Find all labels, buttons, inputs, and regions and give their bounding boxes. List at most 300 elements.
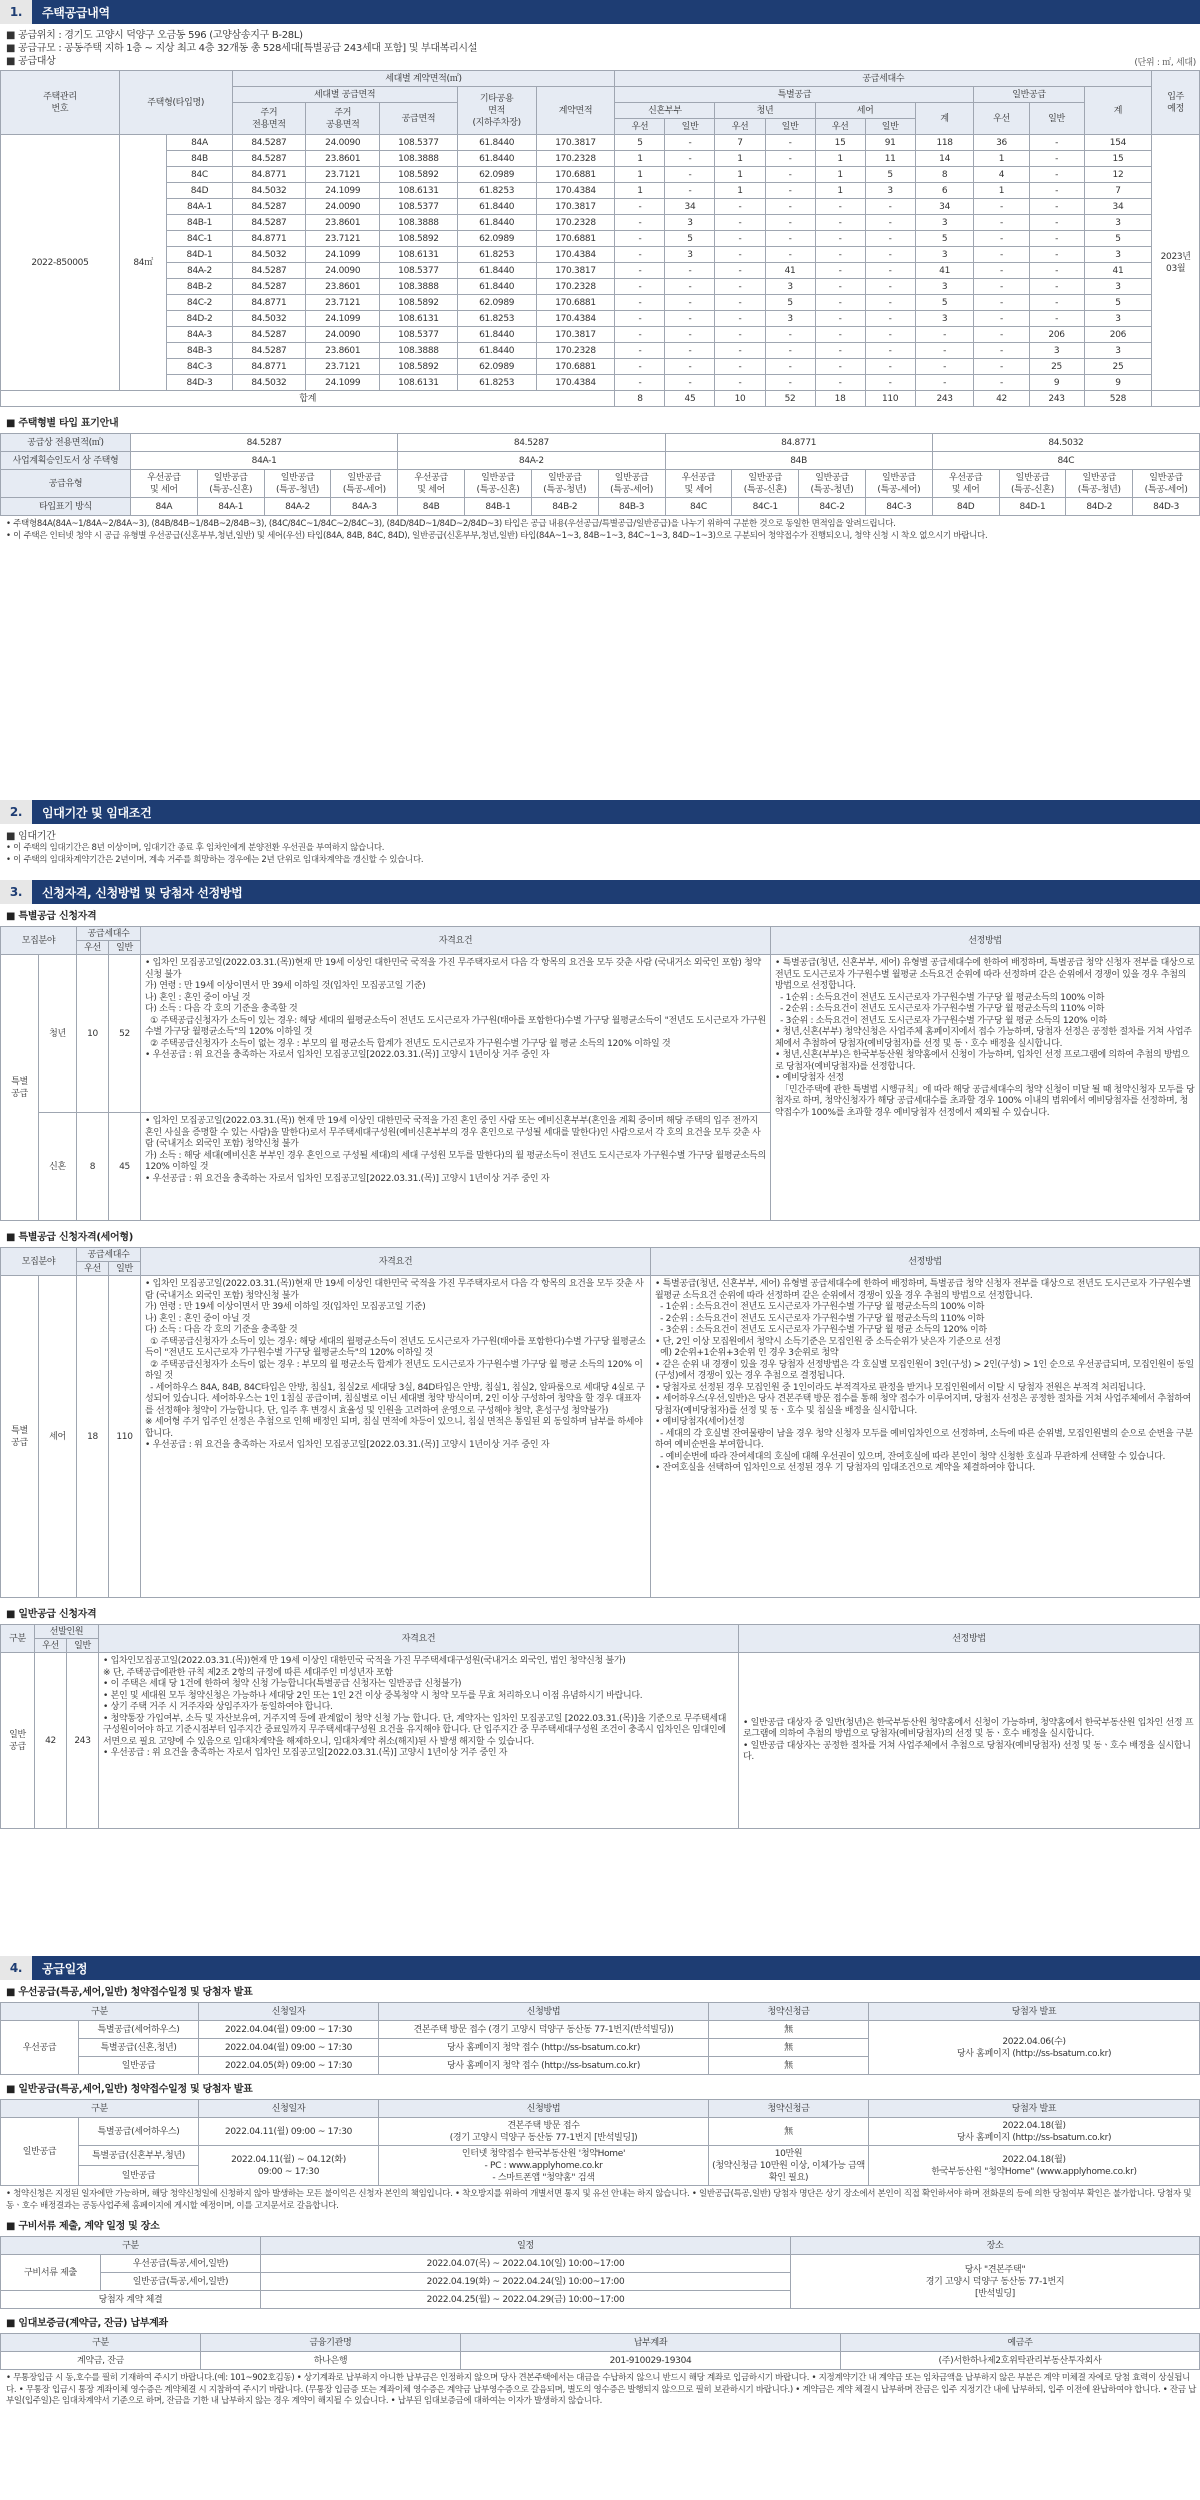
table-cell: -: [665, 135, 715, 151]
code-cell: 84C-2: [799, 498, 866, 516]
table-cell: -: [815, 215, 865, 231]
area-cell: 84.5287: [398, 434, 665, 452]
unit-note: (단위 : ㎡, 세대): [1134, 58, 1196, 68]
sched1-title: ■ 우선공급(특공,세어,일반) 청약접수일정 및 당첨자 발표: [6, 1987, 253, 1998]
table-cell: 36: [974, 135, 1029, 151]
section-number: 2.: [0, 800, 32, 824]
table-cell: -: [665, 263, 715, 279]
text-line: • 청년,신혼(부부)은 한국부동산원 청약홈에서 신청이 가능하며, 입차인 선정 프로그램에 의하여 추첨의 방법으로 당첨자(예비당첨자)를 선정합니다.: [775, 1050, 1190, 1072]
doc-place: 당사 "견본주택" 경기 고양시 덕양구 동산동 77-1번지 [반석빌딩]: [791, 2255, 1200, 2309]
table-cell: 3: [915, 247, 974, 263]
table-cell: 24.0090: [306, 327, 380, 343]
col-req: 자격요건: [99, 1625, 739, 1653]
col-gen-general: 일반: [1029, 103, 1084, 135]
col-fee: 청약신청금: [709, 2100, 869, 2118]
sched-method: 당사 홈페이지 청약 접수 (http://ss-bsatum.co.kr): [379, 2039, 709, 2057]
table-cell: 62.0989: [457, 295, 536, 311]
type-note: • 주택형84A(84A~1/84A~2/84A~3), (84B/84B~1/84B~2/84B~3), (84C/84C~1/84C~2/84C~3), (84D/84D~1/84D~2/84D~3) 타입은 공급 내용(우선공급/특별공급/일반공급)을 나누기 위하여 구분한 것으로 동일한 면적임을 알려드립니다.: [6, 519, 896, 529]
total-cell: 8: [615, 391, 665, 407]
table-cell: -: [715, 359, 765, 375]
table-cell: 15: [1084, 151, 1152, 167]
text-line: • 같은 순위 내 경쟁이 있을 경우 당첨자 선정방법은 각 호실별 모집인원이 3인(구성) > 2인(구성) > 1인 순으로 우선공급되며, 모집인원이 동일(구성)에서 경쟁이 있는 경우 추첨으로 결정됩니다.: [655, 1359, 1194, 1381]
doc-title: ■ 구비서류 제출, 계약 일정 및 장소: [6, 2221, 160, 2232]
plan-cell: 84C: [932, 452, 1199, 470]
table-row: [1, 231, 1200, 247]
table-cell: -: [1029, 311, 1084, 327]
table-row: [1, 135, 1200, 151]
field-elder: 세어: [39, 1276, 77, 1598]
table-cell: 8: [915, 167, 974, 183]
col-general: 일반: [665, 119, 715, 135]
code-cell: 84C: [665, 498, 732, 516]
type-code: 84B: [167, 151, 232, 167]
text-line: • 세어하우스(우선,일반)은 당사 견본주택 방문 접수를 통해 청약 접수가 이루어지며, 당첨자 선정은 공정한 절차를 거쳐 사업주체에서 추첨하여 당첨자(예비당첨자)를 선정 및 동ㆍ호수 및 침실을 배정을 실시합니다.: [655, 1394, 1194, 1416]
text-line: ① 주택공급신청자가 소득이 있는 경우: 해당 세대의 월평균소득이 전년도 도시근로자 가구원(태아를 포함한다)수별 가구당 월평균소득이 "전년도 도시근로자 가구원수별 가구당 월평균소득"의 120% 이하일 것: [145, 1015, 766, 1037]
table-cell: 108.5892: [380, 295, 458, 311]
text-line: ① 주택공급신청자가 소득이 있는 경우: 해당 세대의 월평균소득이 전년도 도시근로자 가구원(태아를 포함한다)수별 가구당 월평균소득이 "전년도 도시근로자 가구원수별 가구당 월평균소득"의 120% 이하일 것: [145, 1336, 646, 1358]
table-cell: -: [1029, 295, 1084, 311]
type-code: 84D-3: [167, 375, 232, 391]
period-line: • 이 주택의 임대차계약기간은 2년이며, 계속 거주를 희망하는 경우에는 2년 단위로 임대차계약을 갱신할 수 있습니다.: [6, 854, 424, 865]
code-cell: 84A-3: [331, 498, 398, 516]
type-table: [0, 433, 1200, 516]
table-cell: 41: [765, 263, 815, 279]
text-line: • 단, 2인 이상 모집원에서 청약시 소득기준은 모집인원 중 소득순위가 낮은자 기준으로 선정: [655, 1336, 1001, 1347]
table-cell: -: [974, 247, 1029, 263]
elder-requirements: [141, 1276, 651, 1598]
table-cell: 108.6131: [380, 375, 458, 391]
col-kind: 구분: [1, 2003, 199, 2021]
text-line: ※ 세어형 주거 입주인 선정은 추첨으로 인해 배정인 되며, 침실 면적에 차등이 있으니, 침실 면적은 통일된 외 동일하며 남부를 하세야 합니다.: [145, 1417, 646, 1439]
section-4-header: [0, 1956, 1200, 1980]
table-cell: 61.8253: [457, 311, 536, 327]
table-cell: 108.5892: [380, 167, 458, 183]
table-cell: 170.4384: [536, 247, 615, 263]
table-cell: 9: [1084, 375, 1152, 391]
table-cell: -: [865, 215, 915, 231]
section-number: 4.: [0, 1956, 32, 1980]
bullet-target: ■ 공급대상: [6, 56, 56, 67]
table-cell: -: [1029, 167, 1084, 183]
table-cell: -: [1029, 279, 1084, 295]
text-line: 「민간주택에 관한 특별법 시행규칙」에 따라 해당 공급세대수의 청약 신청이 미달 될 때 청약신청자 모두를 당첨자로 하며, 청약신청자가 해당 공급세대수를 초과할 경우 100% 이내의 범위에서 예비당첨자를 선정하며, 청약접수가 100%를 초과할 경우 예비당첨자 선정에서 제외될 수 있습니다.: [775, 1084, 1195, 1118]
table-row: [1, 295, 1200, 311]
table-cell: -: [865, 311, 915, 327]
sched-date: 2022.04.11(월) ~ 04.12(화) 09:00 ~ 17:30: [199, 2146, 379, 2186]
table-cell: -: [815, 295, 865, 311]
table-cell: -: [615, 359, 665, 375]
section-2: [0, 800, 1200, 866]
table-cell: 170.6881: [536, 359, 615, 375]
sched-method: 인터넷 청약접수 한국부동산원 '청약Home' - PC : www.applyhome.co.kr - 스마트폰앱 "청약홈" 검색: [379, 2146, 709, 2186]
table-cell: -: [615, 247, 665, 263]
type-code: 84A-3: [167, 327, 232, 343]
table-cell: 6: [915, 183, 974, 199]
table-cell: -: [865, 295, 915, 311]
period-line: • 이 주택의 임대기간은 8년 이상이며, 임대기간 종료 후 임차인에게 분양전환 우선권을 부여하지 않습니다.: [6, 843, 385, 853]
section-number: 1.: [0, 0, 32, 24]
kind-cell: 일반공급 (특공-청년): [531, 470, 598, 498]
table-cell: -: [974, 263, 1029, 279]
table-cell: 3: [1084, 311, 1152, 327]
table-cell: -: [815, 311, 865, 327]
code-cell: 84D-1: [999, 498, 1066, 516]
sched-fee: 無: [709, 2021, 869, 2039]
table-cell: -: [865, 359, 915, 375]
table-cell: -: [715, 215, 765, 231]
col-result: 당첨자 발표: [869, 2100, 1200, 2118]
payment-table: [0, 2333, 1200, 2370]
table-cell: 14: [915, 151, 974, 167]
code-cell: 84D-2: [1066, 498, 1133, 516]
table-cell: 170.2328: [536, 279, 615, 295]
total-cell: 243: [915, 391, 974, 407]
youth-general: 52: [109, 955, 141, 1113]
text-line: • 예비당첨자 선정: [775, 1073, 844, 1083]
text-line: • 우선공급 : 위 요건을 충족하는 자로서 입차인 모집공고일[2022.03.31.(목)] 고양시 1년이상 거주 중인 자: [145, 1440, 550, 1450]
elder-table: [0, 1247, 1200, 1598]
table-cell: -: [974, 343, 1029, 359]
col-date: 신청일자: [199, 2003, 379, 2021]
section-title: 공급일정: [42, 1961, 88, 1976]
table-cell: -: [815, 231, 865, 247]
table-cell: -: [815, 279, 865, 295]
table-cell: -: [615, 199, 665, 215]
type-code: 84C: [167, 167, 232, 183]
table-cell: -: [865, 279, 915, 295]
table-cell: 3: [765, 279, 815, 295]
section-number: 3.: [0, 880, 32, 904]
col-total: 계: [1084, 87, 1152, 135]
table-cell: 23.7121: [306, 231, 380, 247]
table-cell: -: [815, 359, 865, 375]
text-line: ② 주택공급신청자가 소득이 없는 경우 : 부모의 월 평균소득 합계가 전년도 도시근로자 가구원수별 가구당 월 평균 소득의 120% 이하일 것: [145, 1359, 643, 1381]
col-youth: 청년: [715, 103, 815, 119]
sched-kind: 특별공급(신혼부부,청년): [79, 2146, 199, 2166]
col-kind: 구분: [1, 2237, 261, 2255]
table-cell: 108.5377: [380, 135, 458, 151]
table-cell: 3: [1084, 279, 1152, 295]
text-line: • 우선공급 : 위 요건을 충족하는 자로서 입차인 모집공고일[2022.03.31.(목)] 고양시 1년이상 거주 중인 자: [145, 1173, 550, 1184]
row-label: 공급상 전용면적(㎡): [1, 434, 131, 452]
col-method: 신청방법: [379, 2100, 709, 2118]
doc-kind: 우선공급(특공,세어,일반): [101, 2255, 261, 2273]
col-priority: 우선: [77, 1262, 109, 1276]
table-cell: 61.8440: [457, 343, 536, 359]
table-row: [1, 311, 1200, 327]
sched-kind: 일반공급: [79, 2057, 199, 2075]
table-cell: 108.5377: [380, 199, 458, 215]
table-cell: 3: [915, 279, 974, 295]
sched-date: 2022.04.04(월) 09:00 ~ 17:30: [199, 2039, 379, 2057]
contract-kind: 당첨자 계약 체결: [1, 2291, 261, 2309]
total-label: 합계: [1, 391, 615, 407]
text-line: • 특별공급(청년, 신혼부부, 세어) 유형별 공급세대수에 한하여 배정하며, 특별공급 청약 신청자 전부를 대상으로 전년도 도시근로자 가구원수별 월평균 소득요건 순위에 따라 선정하며 같은 순위에서 경쟁이 있을 경우 추첨의 방법으로 선정합니다.: [775, 958, 1197, 991]
schedule-notes: • 청약신청은 지정된 일자에만 가능하며, 해당 청약신청일에 신청하지 않아 발생하는 모든 불이익은 신청자 본인의 책임입니다. • 착오방지를 위하여 개별서면 통지 및 유선 안내는 하지 않습니다. • 일반공급(특공,일반) 당첨자 명단은 상기 장소에서 본인이 직접 확인하셔야 하며 전화문의 등에 의한 당첨여부 확인은 불가합니다. 당첨자 및 동ㆍ호수 배정결과는 공동사업주체 홈페이지에 게시할 예정이며, 이를 고지문서로 갈음합니다.: [6, 2189, 1192, 2211]
code-cell: 84A-2: [264, 498, 331, 516]
special-group: 특별 공급: [1, 955, 39, 1221]
table-cell: -: [615, 215, 665, 231]
table-cell: 1: [815, 183, 865, 199]
table-cell: -: [715, 199, 765, 215]
table-cell: 61.8440: [457, 279, 536, 295]
general-group: 일반공급: [1, 2118, 79, 2186]
row-label: 타입표기 방식: [1, 498, 131, 516]
area-cell: 84.8771: [665, 434, 932, 452]
kind-cell: 일반공급 (특공-신혼): [732, 470, 799, 498]
elder-method: [651, 1276, 1200, 1598]
table-cell: 62.0989: [457, 231, 536, 247]
col-other-area: 기타공용 면적 (지하주차장): [457, 87, 536, 135]
table-cell: -: [665, 375, 715, 391]
table-cell: 25: [1029, 359, 1084, 375]
table-cell: 3: [865, 183, 915, 199]
col-req: 자격요건: [141, 1248, 651, 1276]
table-cell: -: [765, 375, 815, 391]
text-line: 가) 연령 : 만 19세 이상이면서 만 39세 이하일 것(입차인 모집공고일 기준): [145, 981, 426, 991]
type-code: 84B-2: [167, 279, 232, 295]
text-line: ② 주택공급신청자가 소득이 없는 경우 : 부모의 월 평균소득 합계가 전년도 도시근로자 가구원수별 가구당 월 평균 소득의 120% 이하일 것: [145, 1038, 671, 1049]
col-kind: 구분: [1, 2100, 199, 2118]
table-cell: -: [765, 231, 815, 247]
table-cell: 11: [865, 151, 915, 167]
table-cell: 108.5377: [380, 327, 458, 343]
total-cell: 10: [715, 391, 765, 407]
code-cell: 84D-3: [1133, 498, 1200, 516]
section-title: 주택공급내역: [42, 5, 110, 20]
table-row: [1, 279, 1200, 295]
complex-no: 2022-850005: [1, 135, 120, 391]
movein-date: 2023년 03월: [1152, 135, 1200, 391]
table-cell: 62.0989: [457, 359, 536, 375]
col-req: 자격요건: [141, 927, 771, 955]
text-line: • 입차인 모집공고일(2022.03.31.(목)) 현재 만 19세 이상인 대한민국 국적을 가진 혼인 중인 사람 또는 예비신혼부부(혼인을 계획 중이며 해당 주택의 입주 전까지 혼인 사실을 증명할 수 있는 사람)을 말한다)로서 무주택세대구성원(예비신혼부부의 경우 혼인으로 구성될 세대를 말한다)인 사람으로서 각 호의 요건을 모두 갖춘 사람 (국내거소 외국인 포함) 청약신청 불가: [145, 1116, 761, 1149]
sp-title: ■ 특별공급 신청자격: [6, 911, 97, 922]
section-4: [0, 1956, 1200, 2408]
table-cell: 3: [1084, 215, 1152, 231]
text-line: • 우선공급 : 위 요건을 충족하는 자로서 입차인 모집공고일[2022.03.31.(목)] 고양시 1년이상 거주 중인 자: [103, 1748, 508, 1758]
table-cell: -: [974, 215, 1029, 231]
table-cell: 84.8771: [232, 359, 306, 375]
type-code: 84A-2: [167, 263, 232, 279]
type-code: 84C-3: [167, 359, 232, 375]
col-kind: 구분: [1, 2334, 201, 2352]
table-cell: -: [665, 183, 715, 199]
col-method: 신청방법: [379, 2003, 709, 2021]
table-cell: 170.6881: [536, 295, 615, 311]
table-cell: 118: [915, 135, 974, 151]
table-cell: 1: [715, 167, 765, 183]
table-cell: -: [615, 327, 665, 343]
table-cell: 108.3888: [380, 151, 458, 167]
table-cell: 170.3817: [536, 199, 615, 215]
table-cell: 84.5287: [232, 215, 306, 231]
kind-cell: 일반공급 (특공-청년): [1066, 470, 1133, 498]
section-3: [0, 880, 1200, 1829]
table-cell: -: [765, 343, 815, 359]
table-cell: -: [974, 295, 1029, 311]
table-cell: 24.0090: [306, 199, 380, 215]
gen-priority: 42: [35, 1653, 67, 1829]
sched-fee: 無: [709, 2118, 869, 2146]
table-row: [1, 359, 1200, 375]
col-movein: 입주 예정: [1152, 71, 1200, 135]
col-general: 일반: [67, 1639, 99, 1653]
table-cell: 170.4384: [536, 375, 615, 391]
sched-kind: 특별공급(신혼,청년): [79, 2039, 199, 2057]
code-cell: 84D: [932, 498, 999, 516]
general-method: [739, 1653, 1200, 1829]
table-row: [1, 167, 1200, 183]
col-count: 공급세대수: [77, 927, 141, 941]
text-line: - 1순위 : 소득요건이 전년도 도시근로자 가구원수별 가구당 월 평균소득의 100% 이하: [655, 1302, 985, 1312]
code-cell: 84A: [131, 498, 198, 516]
table-cell: 4: [974, 167, 1029, 183]
table-cell: -: [715, 279, 765, 295]
wed-general: 45: [109, 1113, 141, 1221]
table-cell: -: [715, 327, 765, 343]
col-general: 일반: [109, 941, 141, 955]
table-cell: -: [665, 343, 715, 359]
table-cell: -: [1029, 151, 1084, 167]
table-cell: 108.5892: [380, 359, 458, 375]
table-cell: -: [865, 199, 915, 215]
col-special: 특별공급: [615, 87, 974, 103]
table-cell: 34: [1084, 199, 1152, 215]
text-line: - 2순위 : 소득요건이 전년도 도시근로자 가구원수별 가구당 월 평균소득의 110% 이하: [655, 1313, 985, 1324]
code-cell: 84B-3: [598, 498, 665, 516]
table-row: [1, 375, 1200, 391]
table-cell: 1: [815, 167, 865, 183]
gen-general: 243: [67, 1653, 99, 1829]
table-cell: -: [974, 279, 1029, 295]
kind-cell: 일반공급 (특공-세어): [865, 470, 932, 498]
table-cell: -: [715, 247, 765, 263]
table-cell: 84.5032: [232, 183, 306, 199]
table-cell: 84.5287: [232, 327, 306, 343]
table-cell: 3: [915, 311, 974, 327]
text-line: • 입차인모집공고일(2022.03.31.(목))현재 만 19세 이상인 대한민국 국적을 가진 무주택세대구성원(국내거소 외국인, 법인 청약신청 불가): [103, 1656, 626, 1666]
pay-title: ■ 임대보증금(계약금, 잔금) 납부계좌: [6, 2318, 168, 2329]
table-cell: -: [765, 167, 815, 183]
text-line: - 3순위 : 소득요건이 전년도 도시근로자 가구원수별 가구당 월 평균 소득의 120% 이하: [775, 1015, 1107, 1026]
kind-cell: 일반공급 (특공-세어): [598, 470, 665, 498]
text-line: ※ 단, 주택공급에관한 규칙 제2조 2항의 규정에 따른 세대주인 미성년자 포함: [103, 1667, 393, 1678]
doc-date: 2022.04.19(화) ~ 2022.04.24(일) 10:00~17:00: [261, 2273, 791, 2291]
table-cell: -: [815, 247, 865, 263]
text-line: • 입차인 모집공고일(2022.03.31.(목))현재 만 19세 이상인 대한민국 국적을 가진 무주택자로서 다음 각 항목의 요건을 모두 갖춘 사람 (국내거소 외국인 포함) 청약신청 불가: [145, 958, 761, 980]
total-cell: 18: [815, 391, 865, 407]
plan-cell: 84A-2: [398, 452, 665, 470]
kind-cell: 일반공급 (특공-세어): [1133, 470, 1200, 498]
table-cell: 7: [1084, 183, 1152, 199]
table-cell: 24.0090: [306, 263, 380, 279]
gen-title: ■ 일반공급 신청자격: [6, 1609, 97, 1620]
table-cell: 23.7121: [306, 167, 380, 183]
table-cell: 24.1099: [306, 311, 380, 327]
payment-notes: • 무통장입금 시 동,호수를 필히 기재하여 주시기 바랍니다.(예: 101~902호김동) • 상기계좌로 납부하지 아니한 납부금은 인정하지 않으며 당사 견본주택에서는 대금을 수납하지 않으니 반드시 해당 계좌로 입금하시기 바랍니다. • 지정계약기간 내 계약금 또는 임차금액을 납부하지 않은 부분은 계약 미체결 자에로 당첨 효력이 상실됩니다. • 무통장 입금시 통장 계좌이체 영수증은 계약체결 시 지참하여 주시기 바랍니다. (무통장 입금증 또는 계좌이체 영수증은 계약금 납부영수증으로 갈음되며, 별도의 영수증은 발행되지 않으므로 필히 보관하시기 바랍니다.) • 계약금은 계약 체결시 납부하며 잔금은 입주 지정기간 내에 납부하되, 입주 이전에 완납하여야 합니다. • 잔금 납부일(입주일)은 임대차계약서 기준으로 하며, 잔금을 기한 내 납부하지 않는 경우 계약이 해지될 수 있습니다. • 납부된 임대보증금에 대하여는 이자가 발생하지 않습니다.: [6, 2373, 1197, 2406]
table-cell: 23.8601: [306, 151, 380, 167]
col-date: 일정: [261, 2237, 791, 2255]
table-cell: -: [665, 295, 715, 311]
table-cell: 61.8440: [457, 135, 536, 151]
kind-cell: 일반공급 (특공-청년): [799, 470, 866, 498]
table-cell: 23.8601: [306, 343, 380, 359]
table-cell: 23.7121: [306, 359, 380, 375]
table-cell: 84.5032: [232, 311, 306, 327]
field-youth: 청년: [39, 955, 77, 1113]
table-cell: -: [865, 343, 915, 359]
contract-date: 2022.04.25(월) ~ 2022.04.29(금) 10:00~17:00: [261, 2291, 791, 2309]
code-cell: 84B-2: [531, 498, 598, 516]
table-cell: -: [974, 327, 1029, 343]
sched-method: 당사 홈페이지 청약 접수 (http://ss-bsatum.co.kr): [379, 2057, 709, 2075]
text-line: • 청년,신혼(부부) 청약신청은 사업주체 홈페이지에서 접수 가능하며, 당첨자 선정은 공정한 절차를 거쳐 사업주체에서 추첨하여 당첨자(예비당첨자)를 선정 및 동ㆍ호수 배정을 실시합니다.: [775, 1027, 1192, 1049]
special-table: [0, 926, 1200, 1221]
text-line: - 세어하우스 84A, 84B, 84C타입은 안방, 침실1, 침실2로 세대당 3실, 84D타입은 안방, 침실1, 침실2, 알파룸으로 세대당 4실로 구성되어 있습니다. 세어하우스는 1인 1침실 공급이며, 침실별로 이닌 세대별 청약 방식이며, 2인 이상 구성하여 청약을 할 경우 대표자를 선정해야 청약이 가능합니다. 단, 입주 후 변경시 효율성 및 인원을 고려하여 운영으로 구성해야 청약, 혼성구성 청약불가): [145, 1382, 645, 1416]
table-cell: 84.8771: [232, 295, 306, 311]
table-cell: -: [665, 167, 715, 183]
table-cell: 24.1099: [306, 375, 380, 391]
elder-priority: 18: [77, 1276, 109, 1598]
table-row: [1, 343, 1200, 359]
bullet-period: ■ 임대기간: [6, 831, 56, 842]
kind-cell: 일반공급 (특공-청년): [264, 470, 331, 498]
table-cell: 3: [1084, 247, 1152, 263]
col-supply-area: 세대별 공급면적: [232, 87, 457, 103]
table-cell: -: [715, 343, 765, 359]
table-cell: 25: [1084, 359, 1152, 375]
table-cell: -: [765, 135, 815, 151]
text-line: - 1순위 : 소득요건이 전년도 도시근로자 가구원수별 가구당 월 평균소득의 100% 이하: [775, 992, 1105, 1003]
table-cell: 3: [915, 215, 974, 231]
table-cell: -: [915, 327, 974, 343]
table-cell: -: [865, 327, 915, 343]
table-cell: -: [615, 375, 665, 391]
table-cell: 108.3888: [380, 343, 458, 359]
table-cell: 3: [1029, 343, 1084, 359]
col-general: 일반: [109, 1262, 141, 1276]
text-line: - 예비순번에 따라 잔여세대의 호실에 대해 우선권이 있으며, 잔여호실에 따라 본인이 청약 신청한 호실과 무관하게 선택할 수 있습니다.: [655, 1451, 1166, 1462]
table-cell: 84.5032: [232, 247, 306, 263]
pay-holder: (주)서한하나제2호위탁관리부동산투자회사: [841, 2352, 1200, 2370]
general-table: [0, 1624, 1200, 1829]
table-cell: -: [865, 247, 915, 263]
col-bank: 금융기관명: [201, 2334, 461, 2352]
kind-cell: 일반공급 (특공-신혼): [999, 470, 1066, 498]
plan-cell: 84B: [665, 452, 932, 470]
section-title: 임대기간 및 임대조건: [42, 805, 152, 820]
total-cell: 243: [1029, 391, 1084, 407]
bullet-scale: ■ 공급규모 : 공동주택 지하 1층 ~ 지상 최고 4층 32개동 총 528세대[특별공급 243세대 포함] 및 부대복리시설: [6, 43, 478, 54]
table-cell: -: [915, 343, 974, 359]
table-cell: -: [1029, 183, 1084, 199]
table-cell: 84.5032: [232, 375, 306, 391]
total-cell: 528: [1084, 391, 1152, 407]
table-cell: 5: [865, 167, 915, 183]
elder-group: 특별 공급: [1, 1276, 39, 1598]
table-cell: 1: [615, 183, 665, 199]
kind-cell: 일반공급 (특공-세어): [331, 470, 398, 498]
table-cell: 108.6131: [380, 311, 458, 327]
text-line: • 일반공급 대상자는 공정한 절차를 거쳐 사업주체에서 추첨으로 당첨자(예비당첨자) 선정 및 동ㆍ호수 배정을 실시합니다.: [743, 1740, 1191, 1762]
text-line: 예) 2순위+1순위+3순위 인 경우 3순위로 청약: [655, 1348, 839, 1358]
table-cell: 108.3888: [380, 215, 458, 231]
table-cell: 23.7121: [306, 295, 380, 311]
table-cell: 9: [1029, 375, 1084, 391]
table-cell: -: [715, 263, 765, 279]
table-cell: 1: [974, 151, 1029, 167]
